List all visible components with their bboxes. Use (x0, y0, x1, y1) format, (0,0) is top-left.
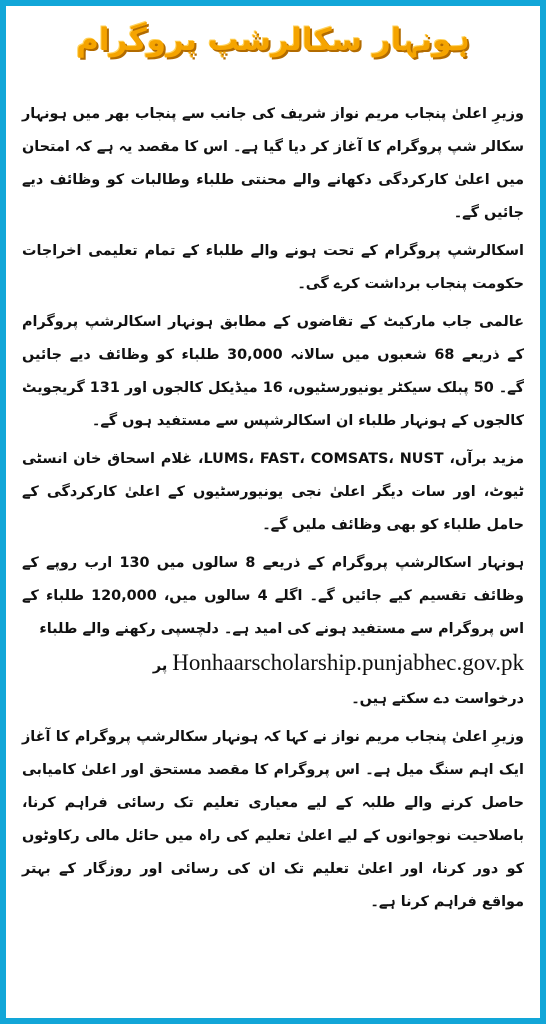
page-title: ہونہار سکالرشپ پروگرام (76, 22, 470, 58)
article-body (22, 98, 524, 924)
paragraph-chief-minister: وزیرِ اعلیٰ پنجاب مریم نواز نے کہا کہ ہونہار سکالرشپ پروگرام کا آغاز ایک اہم سنگ میل ہے۔ اس پروگرام کا مقصد مستحق اور اعلیٰ کامیابی حاصل کرنے والے طلبہ کے لیے معیاری تعلیم تک رسائی فراہم کرنا، باصلاحیت نوجوانوں کے لیے اعلیٰ تعلیم کی راہ میں حائل مالی رکاوٹوں کو دور کرنا، اور اعلیٰ تعلیم تک ان کی رسائی اور روزگار کے بہتر مواقع فراہم کرنا ہے۔ (22, 729, 524, 910)
paragraph-intro: وزیرِ اعلیٰ پنجاب مریم نواز شریف کی جانب سے پنجاب بھر میں ہونہار سکالر شپ پروگرام کا آغاز کر دیا گیا ہے۔ اس کا مقصد یہ ہے کہ امتحان میں اعلیٰ کارکردگی دکھانے والے محنتی طلباء وطالبات کو وظائف دیے جائیں گے۔ (22, 106, 524, 221)
apply-url-link[interactable]: Honhaarscholarship.punjabhec.gov.pk (172, 650, 524, 675)
paragraph-funding (22, 547, 524, 716)
apply-before-text: پر (152, 658, 168, 674)
paragraph-funding-text: ہونہار اسکالرشپ پروگرام کے ذریعے 8 سالوں میں 130 ارب روپے کے وظائف تقسیم کیے جائیں گے۔ اگلے 4 سالوں میں، 120,000 طلباء کے اس پروگرام سے مستفید ہونے کی امید ہے۔ دلچسپی رکھنے والے طلباء (22, 555, 525, 637)
paragraph-stats: عالمی جاب مارکیٹ کے تقاضوں کے مطابق ہونہار اسکالرشپ پروگرام کے ذریعے 68 شعبوں میں سالانہ 30,000 طلباء کو وظائف دیے جائیں گے۔ 50 پبلک سیکٹر یونیورسٹیوں، 16 میڈیکل کالجوں اور 131 گریجویٹ کالجوں کے ہونہار طلباء ان اسکالرشپس سے مستفید ہوں گے۔ (22, 314, 524, 429)
apply-after-text: درخواست دے سکتے ہیں۔ (351, 691, 524, 707)
paragraph-private-universities: مزید برآں، LUMS، FAST، COMSATS، NUST، غلام اسحاق خان انسٹی ٹیوٹ، اور سات دیگر اعلیٰ نجی یونیورسٹیوں کے اعلیٰ کارکردگی کے حامل طلباء کو بھی وظائف ملیں گے۔ (22, 451, 525, 533)
paragraph-expenses: اسکالرشپ پروگرام کے تحت ہونے والے طلباء کے تمام تعلیمی اخراجات حکومت پنجاب برداشت کرے گی۔ (22, 243, 524, 292)
